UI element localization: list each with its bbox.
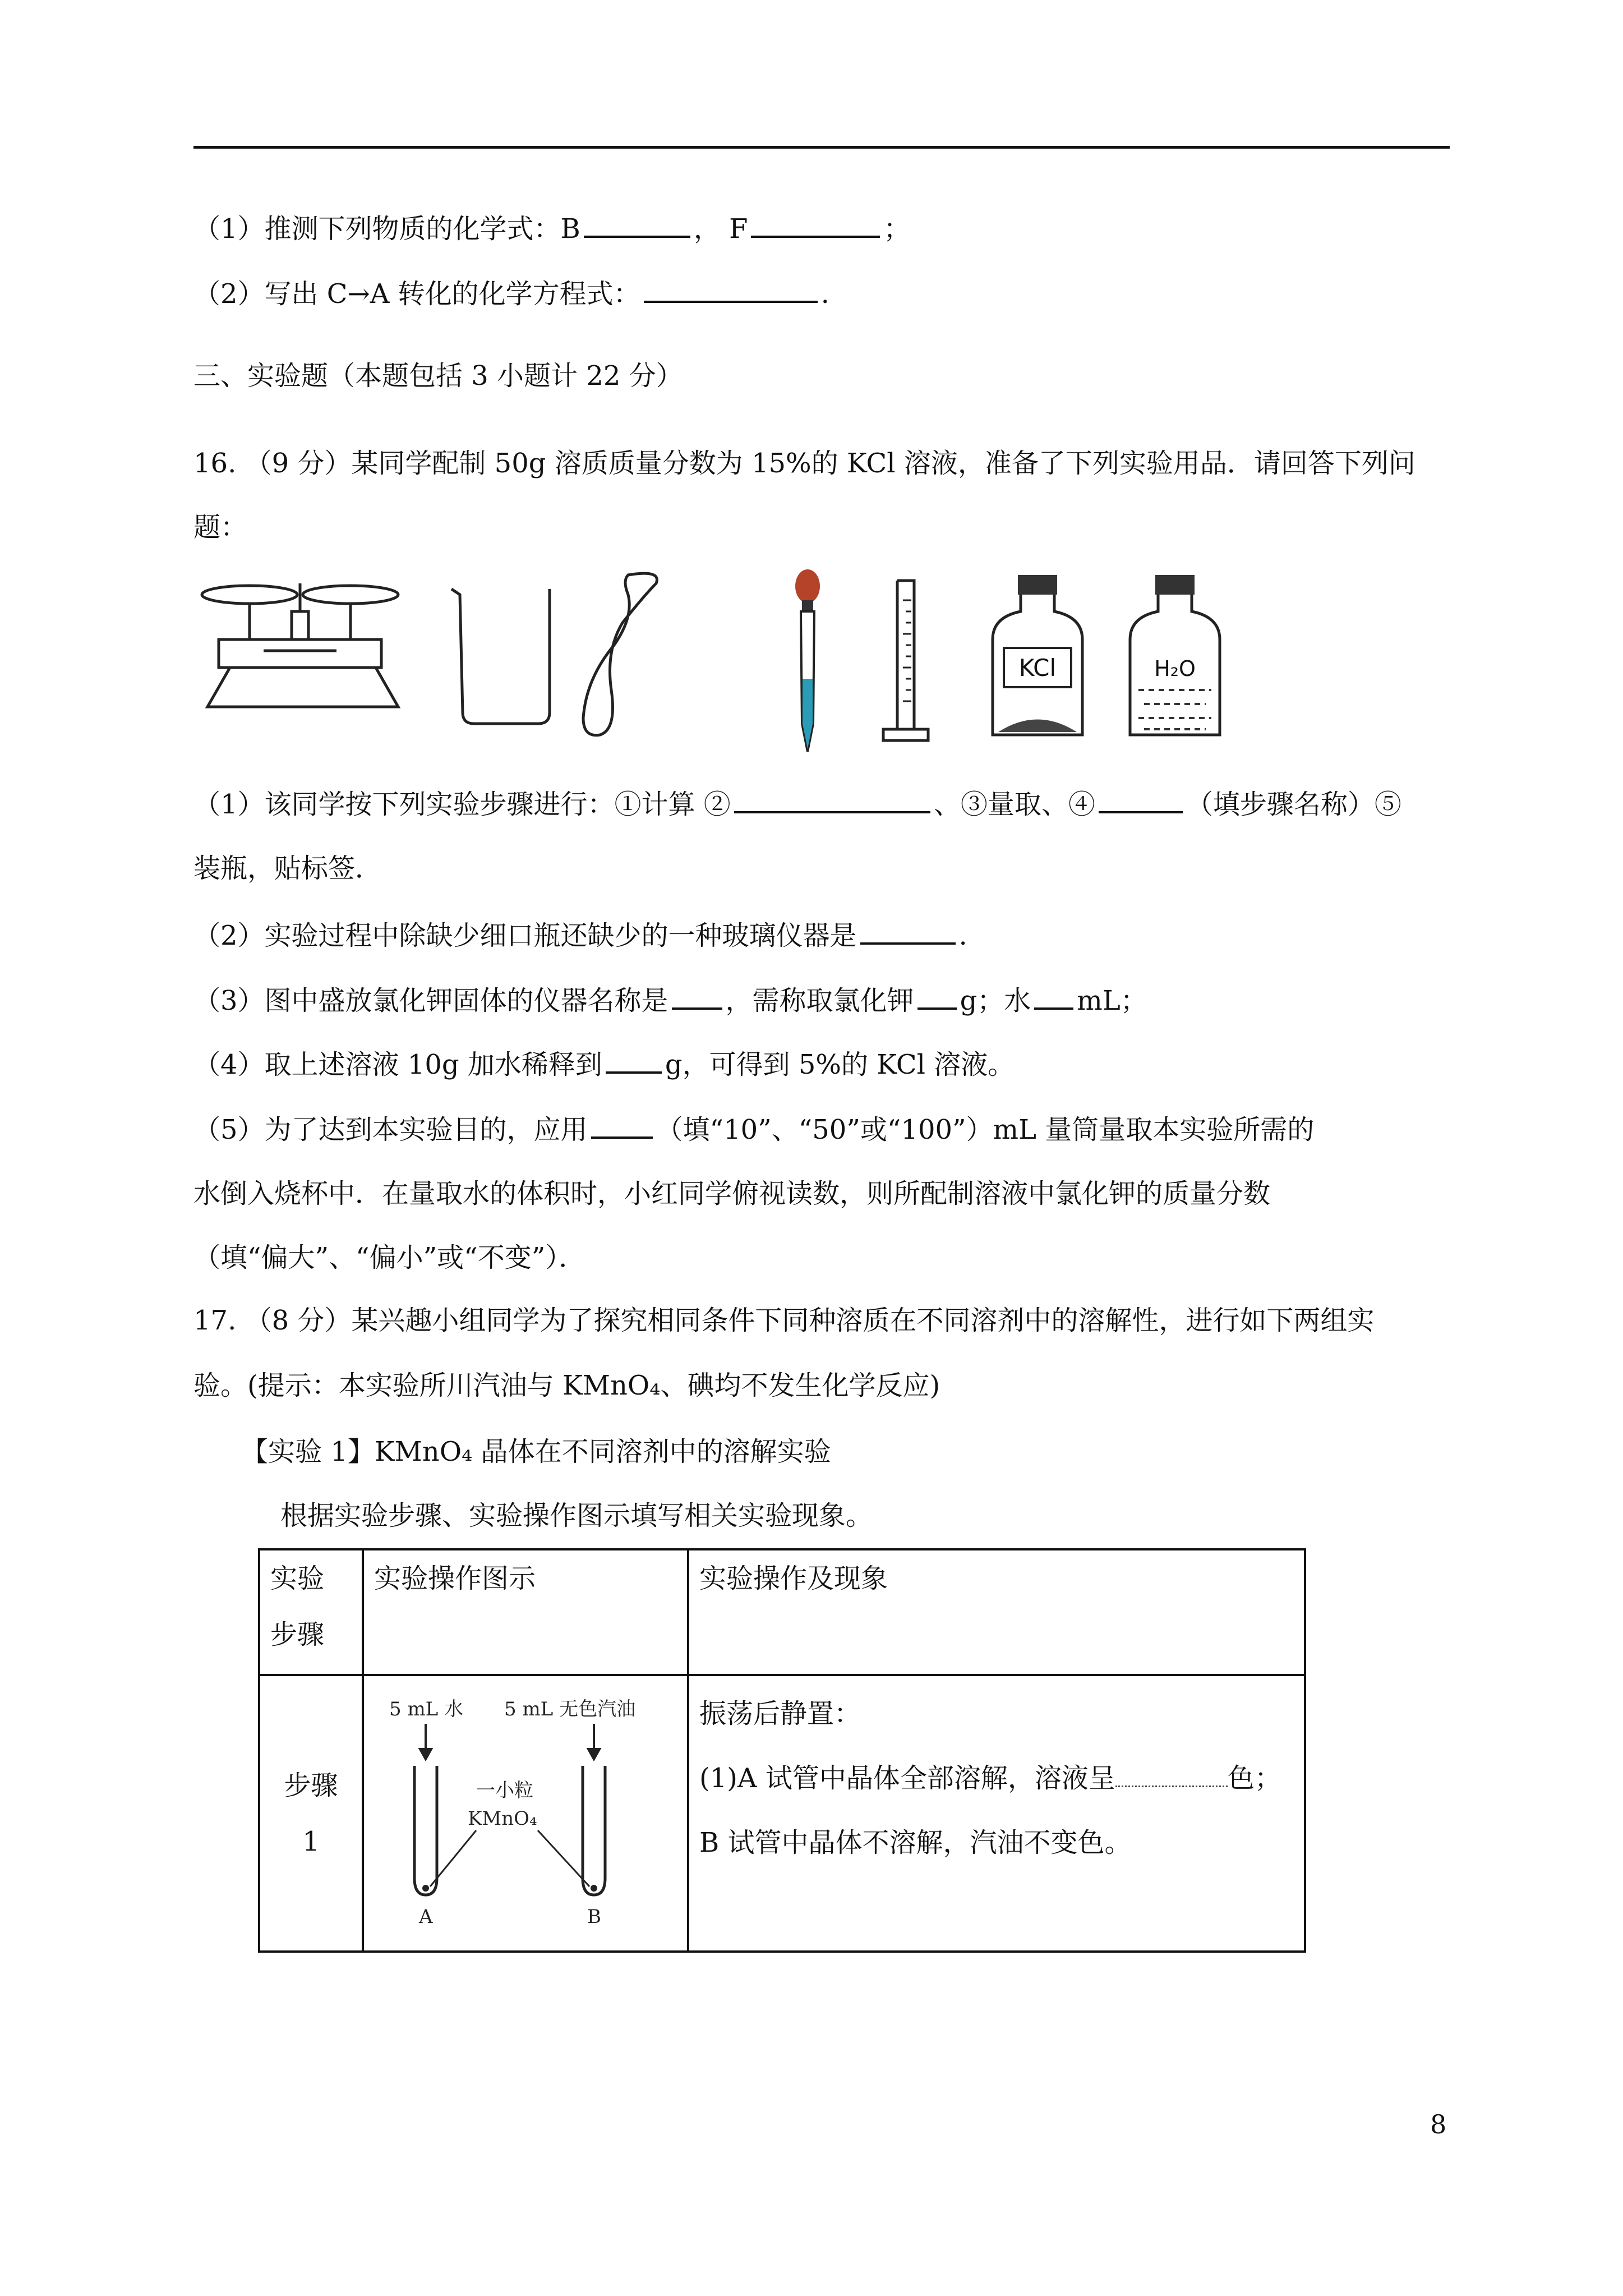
q17-stem-line1: 17. （8 分）某兴趣小组同学为了探究相同条件下同种溶质在不同溶剂中的溶解性，进行如下两组实 <box>193 1305 1375 1336</box>
blank-water-volume <box>1034 983 1073 1010</box>
q15-part1-text: （1）推测下列物质的化学式：B <box>193 213 580 245</box>
test-tube-a-icon <box>414 1766 437 1895</box>
q16-part5-text: （5）为了达到本实验目的，应用 <box>193 1114 588 1145</box>
q16-part3-mid1: ，需称取氯化钾 <box>725 985 914 1016</box>
equipment-figure <box>196 561 1542 757</box>
blank-container-name <box>672 983 722 1010</box>
ops-line2 <box>699 1746 1294 1811</box>
header-rule <box>193 146 1450 149</box>
label-5ml-gasoline: 5 mL 无色汽油 <box>504 1698 636 1720</box>
blank-step2 <box>734 786 930 813</box>
table-row <box>259 1675 1305 1952</box>
experiment-table <box>258 1548 1306 1953</box>
table-header-ops: 实验操作及现象 <box>688 1549 1305 1675</box>
step-label-line2: 1 <box>302 1825 320 1857</box>
q16-part1-text: （1）该同学按下列实验步骤进行：①计算 ② <box>193 789 731 820</box>
q16-part1-mid: 、③量取、④ <box>933 789 1095 820</box>
table-header-diagram: 实验操作图示 <box>363 1549 688 1675</box>
blank-glass-instrument <box>860 918 956 945</box>
q16-part3-mid2: g；水 <box>960 985 1031 1016</box>
arrow-icon <box>420 1724 600 1759</box>
blank-step4 <box>1099 786 1183 813</box>
q16-part4-text: （4）取上述溶液 10g 加水稀释到 <box>193 1049 602 1080</box>
q16-part1-line2: 装瓶，贴标签． <box>193 853 382 884</box>
q15-part1-sep: ， F <box>693 213 748 245</box>
section3-title: 三、实验题（本题包括 3 小题计 22 分） <box>193 360 683 392</box>
dropper-icon <box>795 569 820 752</box>
page-number: 8 <box>1430 2109 1447 2139</box>
water-label: H₂O <box>1154 656 1196 681</box>
balance-icon <box>202 583 398 707</box>
q16-part3 <box>193 981 1147 1021</box>
tube-a-label: A <box>419 1906 433 1928</box>
pointer-lines <box>430 1830 589 1887</box>
q15-part1-end: ； <box>883 213 911 245</box>
q16-part1-line1 <box>193 784 1401 825</box>
q16-stem-line1: 16. （9 分）某同学配制 50g 溶质质量分数为 15%的 KCl 溶液，准备了下列实验用品．请回答下列问 <box>193 448 1415 479</box>
kcl-label: KCl <box>1018 654 1057 682</box>
q17-stem-line2: 验。(提示：本实验所川汽油与 KMnO₄、碘均不发生化学反应) <box>193 1370 940 1401</box>
test-tube-diagram <box>364 1676 687 1931</box>
q16-part5-line1 <box>193 1110 1314 1150</box>
table-cell-diagram <box>363 1675 688 1952</box>
water-bottle-icon <box>1130 575 1220 735</box>
blank-f <box>751 211 880 238</box>
q16-part2-end: . <box>958 920 967 951</box>
q16-part2-text: （2）实验过程中除缺少细口瓶还缺少的一种玻璃仪器是 <box>193 920 857 951</box>
blank-b <box>584 211 690 238</box>
step-label-line1: 步骤 <box>284 1769 338 1801</box>
table-header-step <box>259 1549 363 1675</box>
q16-part5-line2: 水倒入烧杯中．在量取水的体积时，小红同学俯视读数，则所配制溶液中氯化钾的质量分数 <box>193 1178 1271 1209</box>
spoon-icon <box>583 573 657 735</box>
ops-line3: B 试管中晶体不溶解，汽油不变色。 <box>699 1827 1132 1858</box>
blank-equation <box>644 276 818 303</box>
q15-part2 <box>193 274 829 314</box>
q17-exp1-title: 【实验 1】KMnO₄ 晶体在不同溶剂中的溶解实验 <box>241 1436 831 1467</box>
blank-dilute-mass <box>606 1047 662 1074</box>
q16-stem-line2: 题： <box>193 512 248 543</box>
test-tube-b-icon <box>583 1766 605 1895</box>
ops-line1: 振荡后静置： <box>699 1698 861 1729</box>
q16-part4-end: g，可得到 5%的 KCl 溶液。 <box>665 1049 1015 1080</box>
q16-part2 <box>193 915 967 956</box>
q16-part1-end: （填步骤名称）⑤ <box>1186 789 1401 820</box>
q16-part5-line3: （填“偏大”、“偏小”或“不变”）． <box>193 1242 586 1273</box>
q15-part1 <box>193 209 910 249</box>
q15-part2-end: . <box>820 278 829 310</box>
label-kmno4: KMnO₄ <box>468 1807 537 1830</box>
q16-part4 <box>193 1045 1015 1085</box>
header-step-line1: 实验 <box>270 1563 325 1594</box>
crystal-a-icon <box>422 1885 429 1892</box>
q16-part3-end: mL； <box>1077 985 1147 1016</box>
header-step-line2: 步骤 <box>270 1619 325 1650</box>
beaker-icon <box>451 589 550 724</box>
graduated-cylinder-icon <box>883 581 928 740</box>
ops-line2-text: (1)A 试管中晶体全部溶解，溶液呈 <box>699 1763 1115 1794</box>
label-5ml-water: 5 mL 水 <box>389 1698 464 1720</box>
q17-exp1-note: 根据实验步骤、实验操作图示填写相关实验现象。 <box>280 1500 873 1531</box>
table-header-row <box>259 1549 1305 1675</box>
blank-solution-color <box>1115 1761 1228 1787</box>
q15-part2-text: （2）写出 C→A 转化的化学方程式： <box>193 278 640 310</box>
table-cell-ops <box>688 1675 1305 1952</box>
kcl-bottle-icon <box>993 575 1082 735</box>
blank-kcl-mass <box>917 983 957 1010</box>
tube-b-label: B <box>587 1906 601 1928</box>
crystal-b-icon <box>591 1885 597 1892</box>
label-small-grain: 一小粒 <box>476 1779 533 1802</box>
blank-cylinder-size <box>591 1112 653 1139</box>
q16-part5-end: （填“10”、“50”或“100”）mL 量筒量取本实验所需的 <box>656 1114 1315 1145</box>
table-cell-step <box>259 1675 363 1952</box>
q16-part3-text: （3）图中盛放氯化钾固体的仪器名称是 <box>193 985 668 1016</box>
ops-line2-end: 色； <box>1227 1763 1281 1794</box>
